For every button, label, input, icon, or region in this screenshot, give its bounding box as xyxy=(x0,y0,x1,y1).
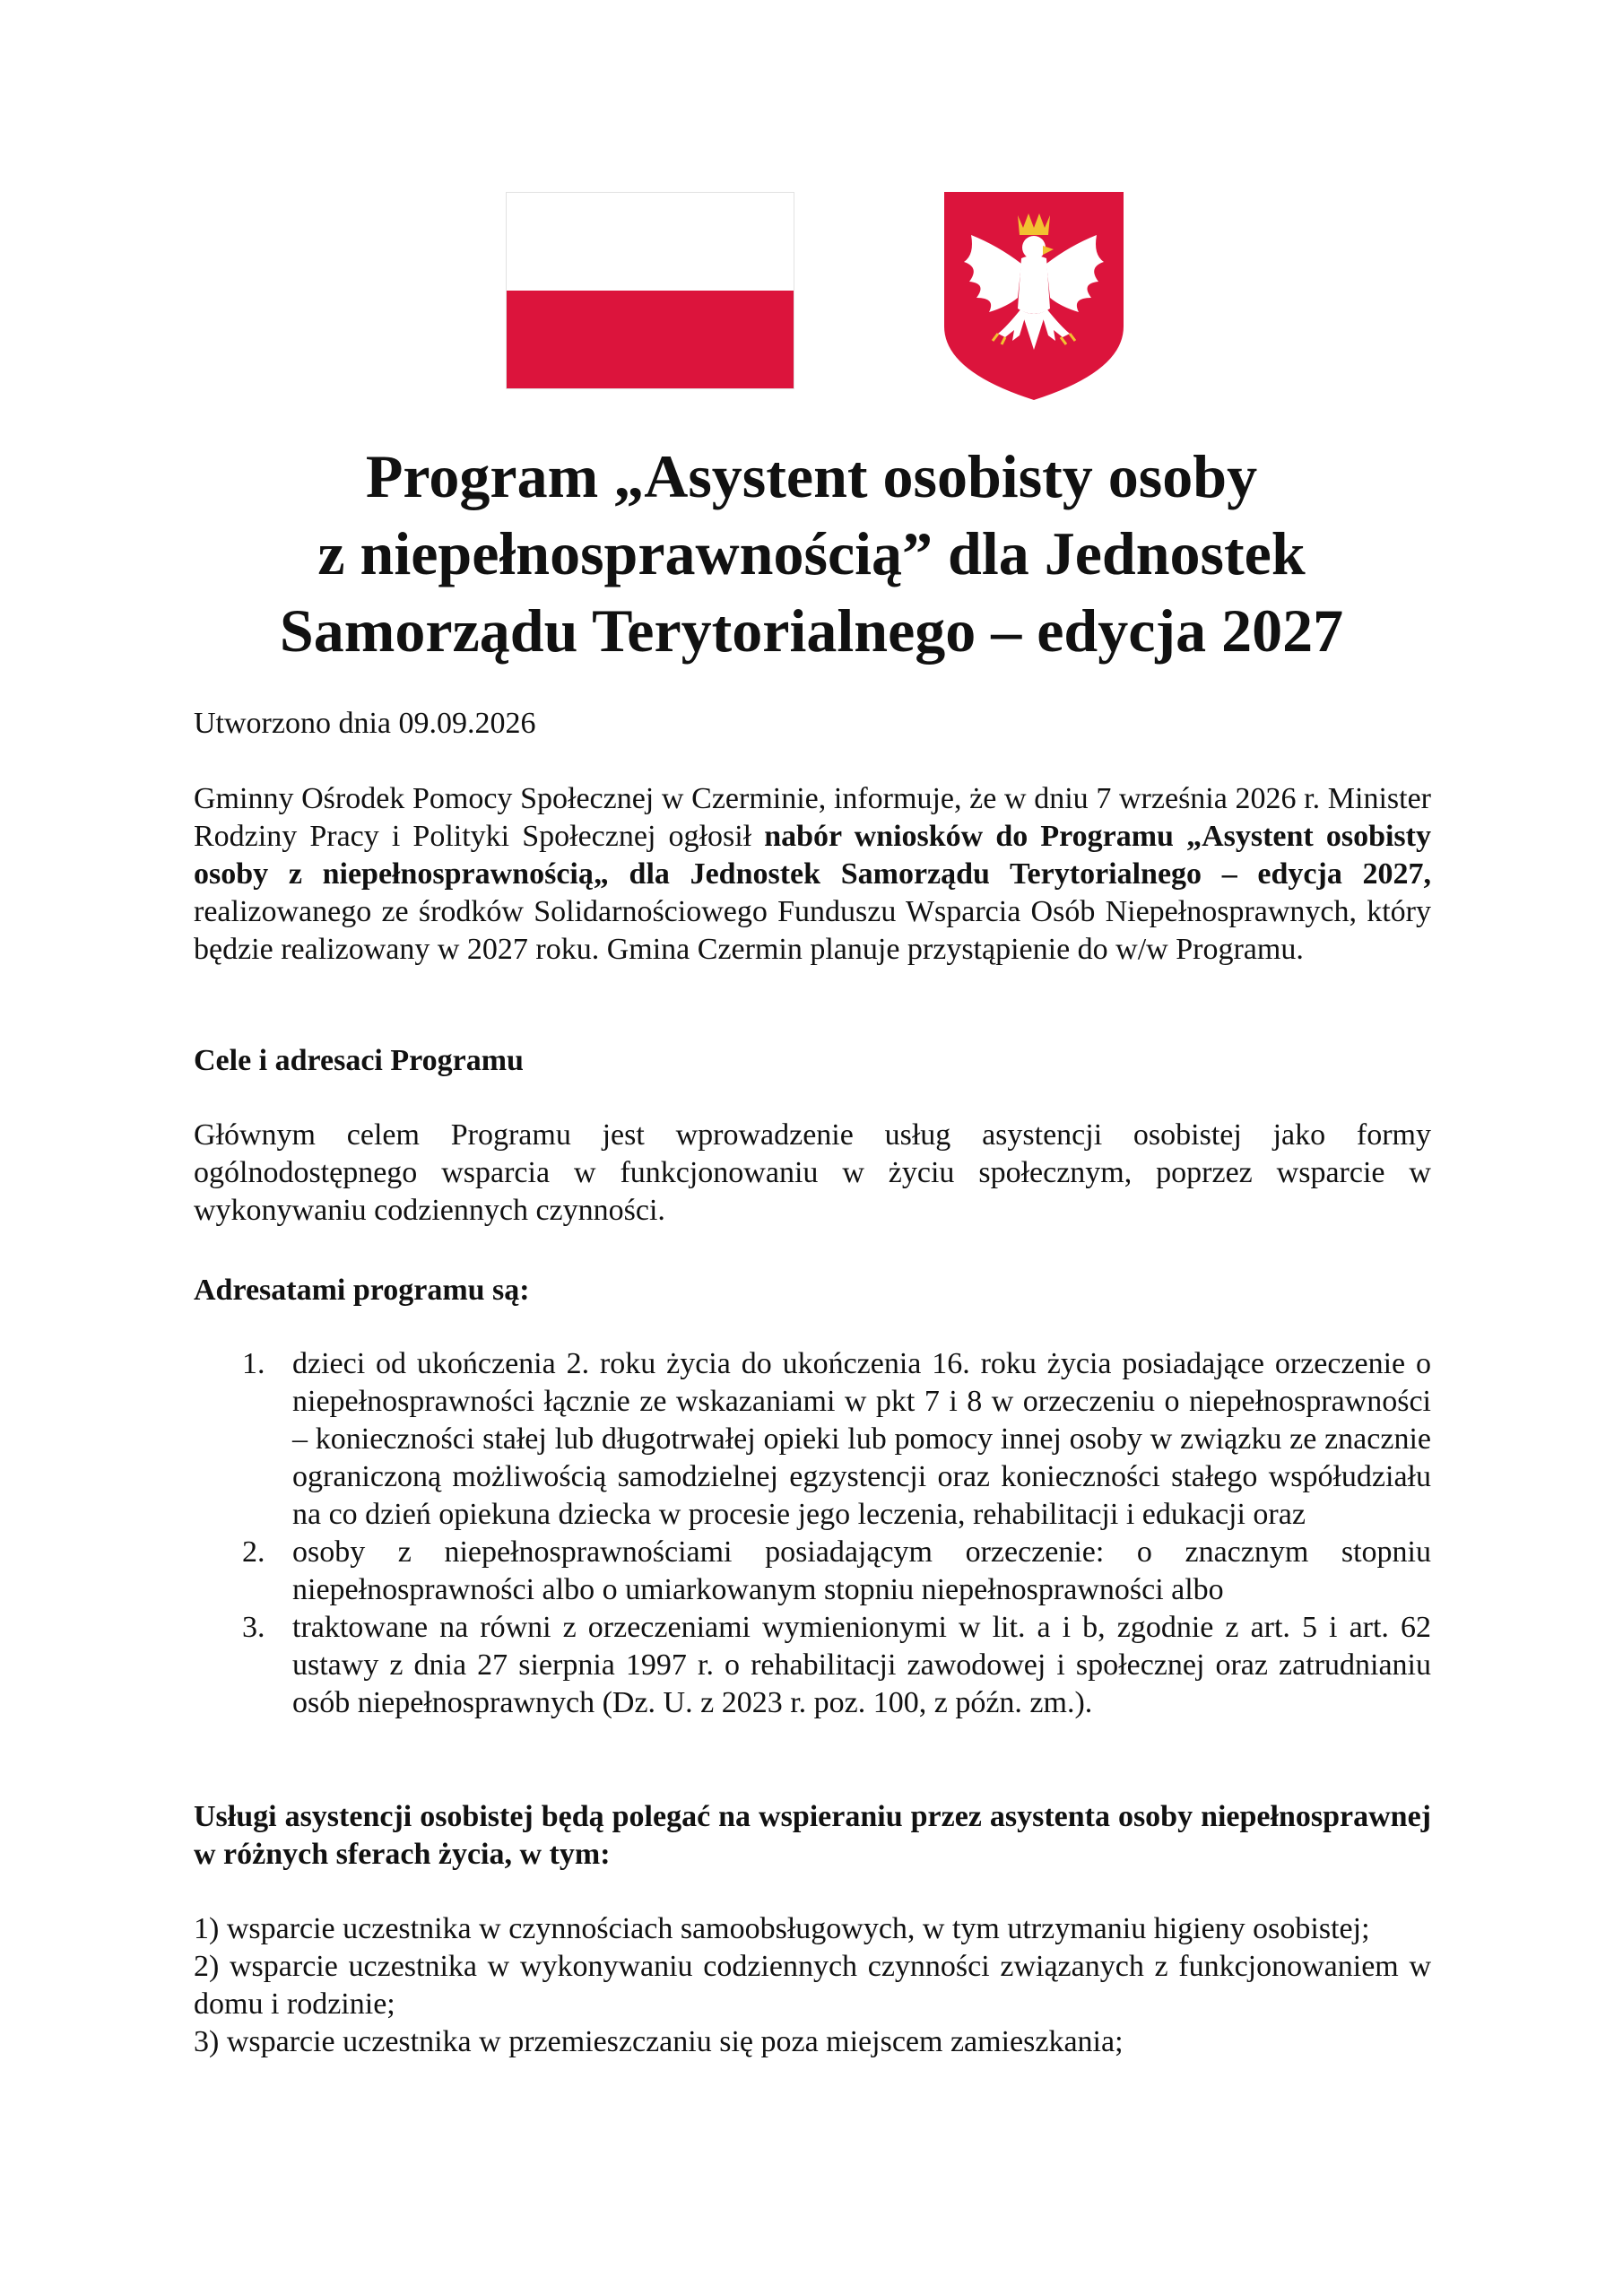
goal-paragraph: Głównym celem Programu jest wprowadzenie usług asystencji osobistej jako formy ogólnodostępnego wsparcia w funkcjonowaniu w życiu społecznym, poprzez wsparcie w wykonywaniu codziennych czynności. xyxy=(194,1118,1431,1227)
eagle-emblem-icon xyxy=(944,192,1124,400)
flag-white-stripe xyxy=(507,193,794,291)
list-item xyxy=(194,1534,1431,1609)
services-item: 1) wsparcie uczestnika w czynnościach samoobsługowych, w tym utrzymaniu higieny osobistej; xyxy=(194,1912,1370,1945)
services-item: 3) wsparcie uczestnika w przemieszczaniu się poza miejscem zamieszkania; xyxy=(194,2025,1124,2058)
list-item-number: 2. xyxy=(242,1535,265,1569)
section-heading-recipients: Adresatami programu są: xyxy=(194,1274,530,1307)
list-item-number: 1. xyxy=(242,1347,265,1380)
list-item-text: dzieci od ukończenia 2. roku życia do ukończenia 16. roku życia posiadające orzeczenie o niepełnosprawności łącznie ze wskazaniami w pkt 7 i 8 w orzeczeniu o niepełnosprawności – konieczności stałej lub długotrwałej opieki lub pomocy innej osoby w związku ze znacznie ograniczoną możliwością samodzielnej egzystencji oraz konieczności stałego współudziału na co dzień opiekuna dziecka w procesie jego leczenia, rehabilitacji i edukacji oraz xyxy=(292,1347,1431,1531)
document-title xyxy=(179,438,1444,669)
list-item xyxy=(194,1345,1431,1534)
list-item-number: 3. xyxy=(242,1611,265,1644)
list-item-text: osoby z niepełnosprawnościami posiadającym orzeczenie: o znacznym stopniu niepełnosprawności albo o umiarkowanym stopniu niepełnosprawności albo xyxy=(292,1535,1431,1606)
list-item xyxy=(194,1609,1431,1722)
polish-flag-image xyxy=(506,192,794,389)
polish-eagle-emblem-image xyxy=(944,192,1124,400)
list-item-text: traktowane na równi z orzeczeniami wymienionymi w lit. a i b, zgodnie z art. 5 i art. 62 ustawy z dnia 27 sierpnia 1997 r. o rehabilitacji zawodowej i społecznej oraz zatrudnianiu osób niepełnosprawnych (Dz. U. z 2023 r. poz. 100, z późn. zm.). xyxy=(292,1611,1431,1719)
intro-text-bold: nabór wniosków do Programu „Asystent osobisty osoby z niepełnosprawnością„ dla Jednostek Samorządu Terytorialnego – edycja 2027, xyxy=(194,820,1431,891)
title-line-2: z niepełnosprawnością” dla Jednostek xyxy=(317,519,1306,587)
title-line-1: Program „Asystent osobisty osoby xyxy=(365,442,1258,510)
section-heading-services: Usługi asystencji osobistej będą polegać na wspieraniu przez asystenta osoby niepełnosprawnej w różnych sferach życia, w tym: xyxy=(194,1800,1431,1871)
services-list xyxy=(194,1910,1431,2061)
intro-text-part2: realizowanego ze środków Solidarnościowego Funduszu Wsparcia Osób Niepełnosprawnych, który będzie realizowany w 2027 roku. Gmina Czermin planuje przystąpienie do w/w Programu. xyxy=(194,895,1431,966)
intro-paragraph xyxy=(194,780,1431,969)
intro-text-part1: Gminny Ośrodek Pomocy Społecznej w Czerminie, informuje, że w dniu 7 września 2026 r. Minister Rodziny Pracy i Polityki Społecznej ogłosił xyxy=(194,782,1431,853)
created-date: Utworzono dnia 09.09.2026 xyxy=(194,707,536,740)
flag-red-stripe xyxy=(507,291,794,388)
section-heading-goals: Cele i adresaci Programu xyxy=(194,1044,524,1077)
services-item: 2) wsparcie uczestnika w wykonywaniu codziennych czynności związanych z funkcjonowaniem w domu i rodzinie; xyxy=(194,1950,1431,2021)
recipients-list xyxy=(194,1345,1431,1722)
title-line-3: Samorządu Terytorialnego – edycja 2027 xyxy=(279,596,1344,665)
